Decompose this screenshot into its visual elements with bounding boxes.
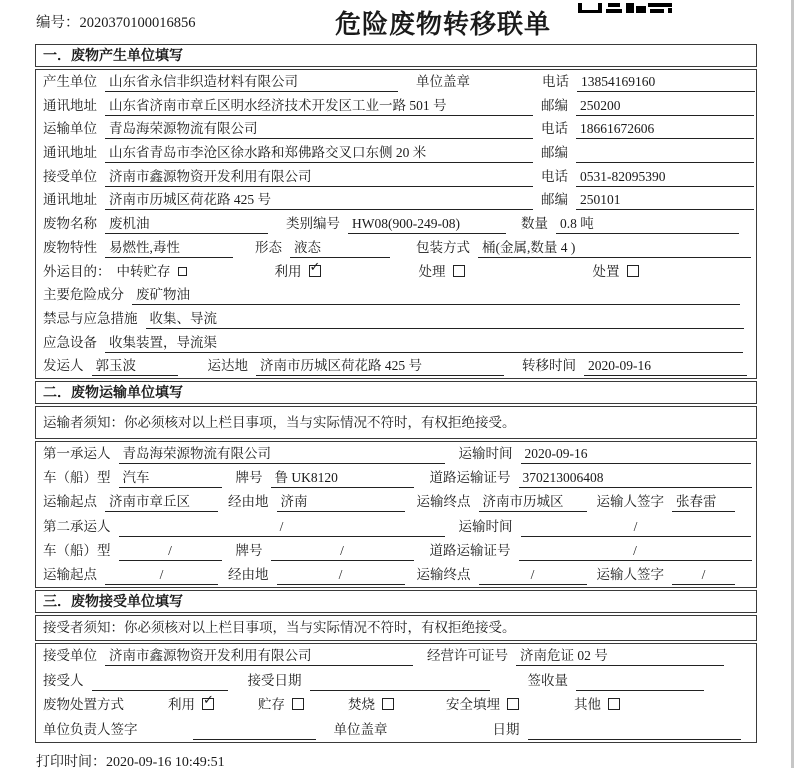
field-value: 液态 (290, 239, 390, 258)
field-label: 第一承运人 (43, 445, 111, 461)
field-label: 电话 (542, 74, 569, 89)
checkbox-label: 安全填埋 (446, 697, 500, 713)
field-label: 运输单位 (43, 121, 97, 137)
checkbox-icon (382, 698, 394, 710)
form-row (43, 117, 756, 141)
field-label: 道路运输证号 (429, 542, 511, 558)
field-value: 收集装置，导流渠 (105, 334, 743, 353)
field-label: 废物名称 (43, 216, 97, 232)
field-value: / (119, 542, 222, 561)
field-label: 接受人 (43, 672, 84, 688)
section-1-header: 一．废物产生单位填写 (35, 44, 757, 67)
form-row (43, 165, 756, 189)
section-2-content (35, 441, 757, 588)
checkbox-group (117, 260, 187, 284)
field-value: 济南市鑫源物资开发利用有限公司 (105, 647, 413, 666)
field-label: 日期 (492, 721, 520, 737)
print-time: 打印时间：2020-09-16 10:49:51 (36, 755, 225, 770)
section-2-notice: 运输者须知：你必须核对以上栏目事项，当与实际情况不符时，有权拒绝接受。 (35, 406, 757, 439)
field-value (576, 144, 754, 163)
field-value: / (519, 542, 752, 561)
checkbox-group (168, 693, 214, 718)
field-value: 山东省青岛市李沧区徐水路和郑佛路交叉口东侧 20 米 (105, 144, 533, 163)
checkbox-icon (178, 267, 187, 276)
field-label: 数量 (521, 216, 548, 232)
checkbox-label: 焚烧 (348, 697, 375, 713)
field-value: 汽车 (119, 469, 222, 488)
checkbox-label: 利用 (274, 263, 302, 279)
section-3-content (35, 643, 757, 743)
qr-code-fragment-icon (578, 0, 672, 10)
field-value (528, 721, 741, 740)
field-label: 运输起点 (43, 566, 97, 582)
field-value: 0531-82095390 (576, 168, 754, 187)
field-value: / (105, 566, 218, 585)
field-label: 通讯地址 (43, 97, 97, 113)
field-label: 单位负责人签字 (43, 721, 138, 737)
field-value: 郭玉波 (92, 357, 178, 376)
form-row (43, 669, 756, 694)
form-row (43, 442, 756, 466)
field-label: 运输时间 (458, 518, 513, 534)
checkbox-icon (608, 698, 620, 710)
field-value: 250200 (576, 97, 754, 116)
checkbox-group (446, 693, 519, 718)
field-value: 山东省济南市章丘区明水经济技术开发区工业一路 501 号 (105, 97, 533, 116)
field-label: 车（船）型 (43, 470, 111, 486)
field-label: 经由地 (228, 566, 269, 582)
field-value: 收集、导流 (146, 310, 744, 329)
checkbox-label: 处理 (418, 263, 446, 279)
checkbox-icon (627, 265, 639, 277)
checkbox-label: 其他 (574, 697, 601, 713)
field-value: 青岛海荣源物流有限公司 (119, 445, 445, 464)
page-title: 危险废物转移联单 (334, 9, 551, 39)
section-3-header: 三．废物接受单位填写 (35, 590, 757, 613)
form-row (43, 563, 756, 587)
checkbox-label: 处置 (592, 263, 620, 279)
section-1-content (35, 69, 757, 379)
field-label: 经由地 (228, 494, 269, 510)
field-value: 济南市历城区荷花路 425 号 (256, 357, 504, 376)
form-row (43, 718, 756, 743)
checkbox-icon (453, 265, 465, 277)
doc-number (36, 11, 196, 32)
field-value: 13854169160 (577, 73, 755, 92)
checkbox-group (258, 693, 304, 718)
form (35, 44, 757, 745)
form-row (43, 212, 756, 236)
checkbox-icon (507, 698, 519, 710)
field-label: 接受单位 (43, 648, 97, 664)
field-value: 济南市鑫源物资开发利用有限公司 (105, 168, 533, 187)
field-value: 废机油 (105, 215, 268, 234)
field-value: 370213006408 (519, 469, 752, 488)
field-value: 济南市历城区 (479, 493, 587, 512)
checkbox-checked-icon (202, 693, 214, 710)
form-row (43, 94, 756, 118)
field-label: 邮编 (541, 145, 568, 161)
field-label: 经营许可证号 (427, 648, 508, 664)
form-row (43, 693, 756, 718)
field-value: 易燃性,毒性 (105, 239, 233, 258)
section-3-notice: 接受者须知：你必须核对以上栏目事项，当与实际情况不符时，有权拒绝接受。 (35, 615, 757, 641)
checkbox-checked-icon (309, 259, 321, 277)
field-label: 第二承运人 (43, 518, 111, 534)
field-value: / (521, 518, 751, 537)
doc-number-value: 2020370100016856 (79, 15, 196, 31)
field-value: 济南 (277, 493, 405, 512)
field-label: 牌号 (235, 542, 263, 558)
form-row (43, 141, 756, 165)
field-label: 电话 (541, 121, 568, 137)
field-label: 应急设备 (43, 334, 97, 350)
form-row (43, 70, 756, 94)
checkbox-group (275, 260, 321, 284)
field-value: 桶(金属,数量 4 ) (478, 239, 751, 258)
field-value: 济南市章丘区 (105, 493, 218, 512)
field-label: 废物特性 (43, 239, 97, 255)
form-row (43, 331, 756, 355)
form-row (43, 515, 756, 539)
form-row (43, 354, 756, 378)
checkbox-group (348, 693, 394, 718)
checkbox-group (574, 693, 620, 718)
field-value: HW08(900-249-08) (348, 215, 506, 234)
field-value: 0.8 吨 (556, 215, 739, 234)
field-label: 牌号 (235, 470, 263, 486)
field-value: / (277, 566, 405, 585)
field-value: 张春雷 (672, 493, 735, 512)
form-row (43, 236, 756, 260)
field-value: 济南市历城区荷花路 425 号 (105, 191, 533, 210)
field-label: 形态 (255, 239, 282, 255)
field-value: / (672, 566, 735, 585)
field-label: 道路运输证号 (429, 470, 511, 486)
checkbox-icon (292, 698, 304, 710)
field-value: 鲁 UK8120 (271, 469, 414, 488)
field-value: 2020-09-16 (584, 357, 747, 376)
form-row (43, 539, 756, 563)
form-row (43, 283, 756, 307)
checkbox-label: 中转贮存 (116, 263, 171, 279)
field-label: 外运目的： (43, 263, 111, 279)
field-label: 接受日期 (247, 672, 302, 688)
field-label: 通讯地址 (43, 192, 97, 208)
field-label: 单位盖章 (416, 74, 470, 89)
form-row (43, 490, 756, 514)
field-value: 济南危证 02 号 (516, 647, 724, 666)
form-row (43, 188, 756, 212)
field-label: 邮编 (541, 192, 568, 208)
field-label: 运输终点 (416, 566, 471, 582)
field-label: 运输时间 (458, 445, 513, 461)
checkbox-label: 贮存 (258, 697, 285, 713)
check-mark-icon: ✓ (203, 693, 214, 709)
field-label: 运输人签字 (596, 494, 664, 510)
field-value: / (119, 518, 445, 537)
field-value: / (479, 566, 587, 585)
field-label: 通讯地址 (43, 145, 97, 161)
field-label: 接受单位 (43, 168, 97, 184)
field-value: / (271, 542, 414, 561)
section-2-header: 二．废物运输单位填写 (35, 381, 757, 404)
field-label: 签收量 (527, 672, 568, 688)
field-value: 山东省永信非织造材料有限公司 (105, 73, 398, 92)
form-row (43, 260, 756, 284)
field-label: 运输终点 (416, 494, 471, 510)
field-value (310, 672, 490, 691)
field-label: 类别编号 (286, 216, 340, 232)
field-label: 运达地 (207, 358, 248, 374)
field-label: 发运人 (43, 358, 84, 374)
field-label: 主要危险成分 (43, 287, 124, 303)
field-label: 转移时间 (522, 358, 576, 374)
field-label: 运输起点 (43, 494, 97, 510)
field-value: 青岛海荣源物流有限公司 (105, 120, 533, 139)
field-label: 单位盖章 (333, 721, 388, 737)
field-label: 邮编 (541, 97, 568, 113)
form-row (43, 307, 756, 331)
field-label: 包装方式 (416, 239, 470, 255)
field-value: 2020-09-16 (521, 445, 751, 464)
field-value (576, 672, 704, 691)
checkbox-group (593, 260, 639, 284)
field-label: 运输人签字 (596, 566, 664, 582)
field-value (92, 672, 228, 691)
field-label: 产生单位 (43, 74, 97, 89)
checkbox-group (419, 260, 465, 284)
doc-number-label: 编号： (36, 15, 80, 31)
field-label: 车（船）型 (43, 542, 111, 558)
form-row (43, 644, 756, 669)
check-mark-icon: ✓ (309, 259, 321, 275)
field-value: 250101 (576, 191, 754, 210)
page-edge-line (791, 0, 794, 768)
field-value (193, 721, 316, 740)
field-label: 废物处置方式 (43, 697, 124, 713)
form-row (43, 466, 756, 490)
checkbox-label: 利用 (168, 697, 195, 713)
field-value: 废矿物油 (132, 286, 740, 305)
field-value: 18661672606 (576, 120, 754, 139)
field-label: 禁忌与应急措施 (43, 310, 138, 326)
field-label: 电话 (541, 168, 568, 184)
